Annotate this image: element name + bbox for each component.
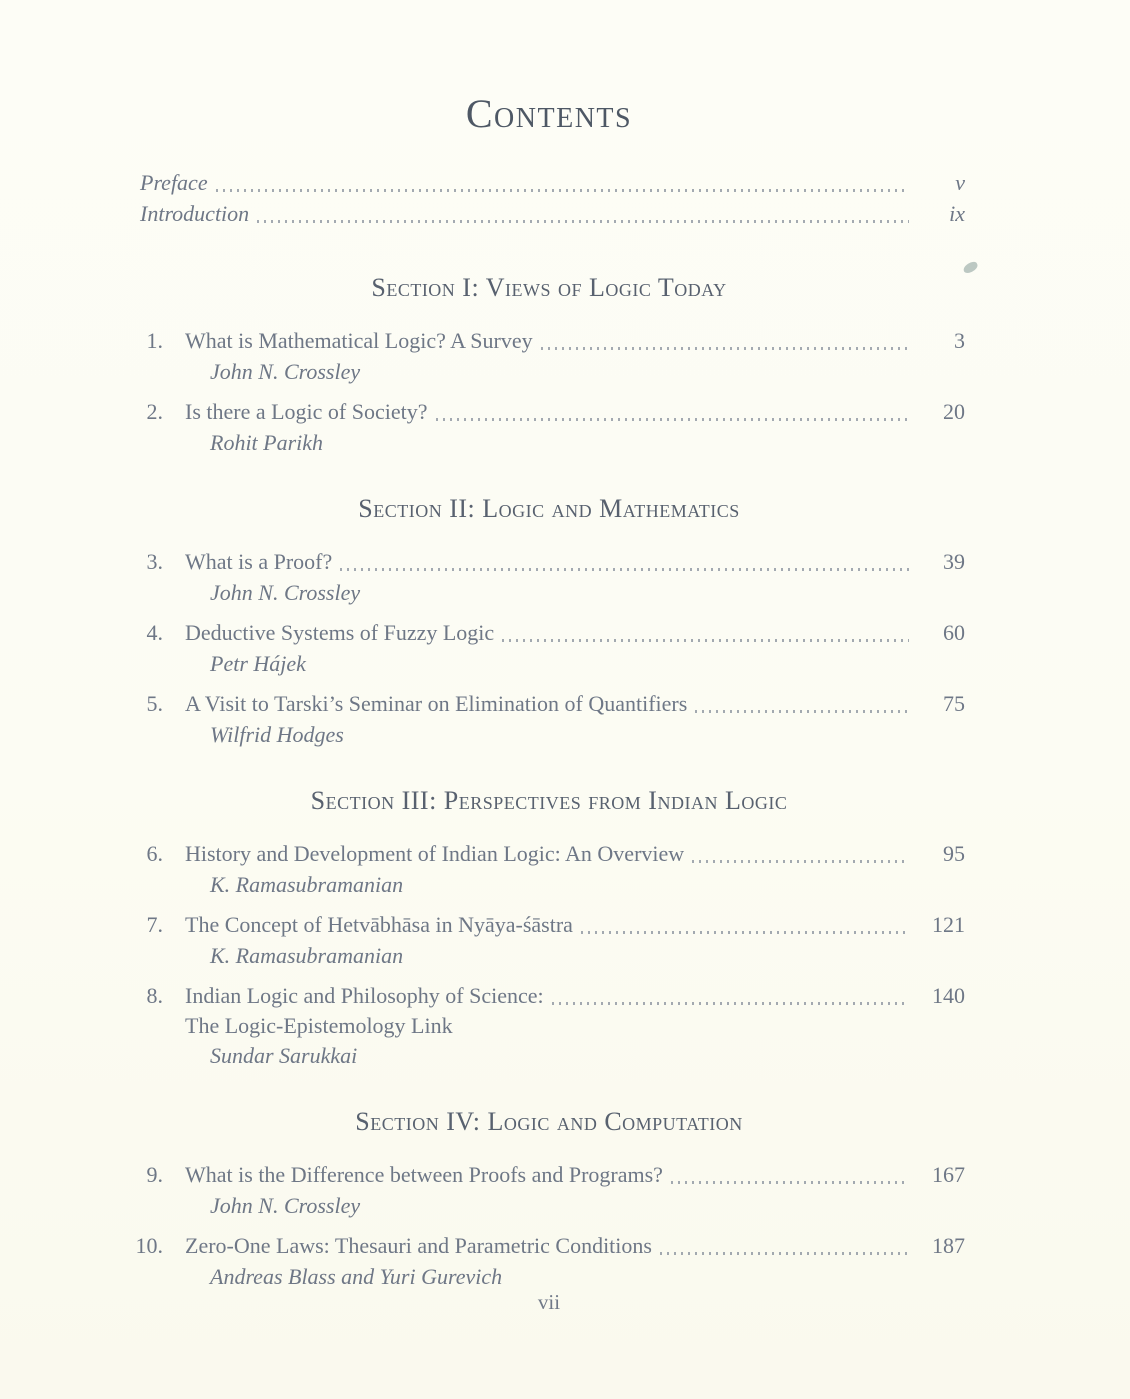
front-matter-page-number: v [955,170,965,195]
entry-title: What is the Difference between Proofs and Programs? [185,1162,663,1187]
toc-entry-title-row [133,325,965,356]
dot-leader [340,568,909,571]
front-matter-label: Preface [140,170,208,195]
toc-entry-title-row [133,1230,965,1261]
entry-number: 10. [135,1233,163,1258]
entry-title: The Concept of Hetvābhāsa in Nyāya-śāstra [185,912,573,937]
section-heading-2: Section II: Logic and Mathematics [358,494,740,523]
dot-leader [671,1181,909,1184]
entry-author: Sundar Sarukkai [210,1043,358,1068]
dot-leader [552,1002,909,1005]
entry-page-number: 167 [932,1162,965,1187]
entry-title: Zero-One Laws: Thesauri and Parametric Conditions [185,1233,652,1258]
entry-author: Andreas Blass and Yuri Gurevich [210,1264,503,1289]
section-heading-4: Section IV: Logic and Computation [355,1107,743,1136]
dot-leader [541,347,909,350]
entry-number: 8. [146,983,163,1008]
toc-entry-title-row [133,688,965,719]
toc-entry-10 [133,1230,965,1292]
entry-author: Wilfrid Hodges [210,722,344,747]
entry-page-number: 187 [932,1233,965,1258]
toc-entry-2 [133,396,965,458]
entry-title: What is Mathematical Logic? A Survey [185,328,533,353]
entry-page-number: 3 [954,328,965,353]
entry-title: What is a Proof? [185,549,333,574]
dot-leader [695,710,909,713]
footer-page-number: vii [537,1290,561,1314]
front-matter-page-number: ix [949,201,965,226]
entry-page-number: 75 [943,691,965,716]
dot-leader [436,418,909,421]
entry-number: 2. [146,399,163,424]
entry-title: Is there a Logic of Society? [185,399,428,424]
toc-entry-title-row [133,909,965,940]
dot-leader [216,189,909,192]
entry-title-second-line: The Logic-Epistemology Link [185,1013,453,1038]
dot-leader [660,1252,909,1255]
entry-author: Petr Hájek [210,651,306,676]
dot-leader [692,860,909,863]
front-matter-row-introduction [133,198,965,229]
entry-page-number: 60 [943,620,965,645]
entry-page-number: 39 [943,549,965,574]
dot-leader [581,931,909,934]
entry-author: K. Ramasubramanian [210,872,404,897]
front-matter-label: Introduction [140,201,250,226]
toc-entry-6 [133,838,965,900]
entry-page-number: 121 [932,912,965,937]
toc-entry-9 [133,1159,965,1221]
toc-entry-4 [133,617,965,679]
toc-entry-7 [133,909,965,971]
toc-entry-5 [133,688,965,750]
dot-leader [502,639,909,642]
toc-entry-title-row [133,617,965,648]
entry-number: 5. [146,691,163,716]
entry-number: 9. [146,1162,163,1187]
entry-title: Indian Logic and Philosophy of Science: [185,983,544,1008]
entry-number: 7. [146,912,163,937]
page-title: Contents [465,91,633,136]
toc-entry-title-row [133,546,965,577]
entry-page-number: 95 [943,841,965,866]
entry-number: 6. [146,841,163,866]
section-heading-1: Section I: Views of Logic Today [371,273,727,302]
toc-entry-1 [133,325,965,387]
entry-title: History and Development of Indian Logic: An Overview [185,841,685,866]
entry-number: 3. [146,549,163,574]
entry-title: A Visit to Tarski’s Seminar on Elimination of Quantifiers [185,691,688,716]
entry-title: Deductive Systems of Fuzzy Logic [185,620,495,645]
entry-number: 4. [146,620,163,645]
entry-page-number: 140 [932,983,965,1008]
entry-page-number: 20 [943,399,965,424]
section-heading-3: Section III: Perspectives from Indian Logic [310,786,788,815]
toc-entry-title-row [133,980,965,1011]
entry-author: K. Ramasubramanian [210,943,404,968]
toc-entry-title-row [133,396,965,427]
entry-author: John N. Crossley [210,1193,361,1218]
front-matter-row-preface [133,167,965,198]
dot-leader [257,220,909,223]
page-content [133,0,965,1301]
toc-entry-title-row [133,1159,965,1190]
entry-number: 1. [146,328,163,353]
toc-entry-title-row [133,838,965,869]
front-matter-list [133,167,965,229]
entry-author: Rohit Parikh [210,430,324,455]
toc-entry-3 [133,546,965,608]
entry-author: John N. Crossley [210,359,361,384]
toc-entry-8 [133,980,965,1071]
entry-author: John N. Crossley [210,580,361,605]
